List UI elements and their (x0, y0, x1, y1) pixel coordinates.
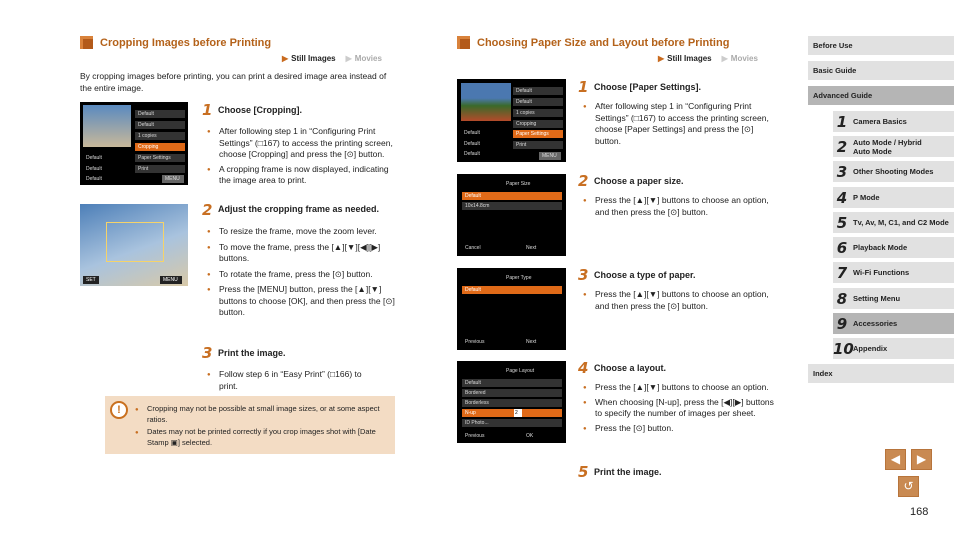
chapter-label: Camera Basics (853, 117, 907, 126)
screen-row: Paper Settings (135, 154, 185, 162)
previous-label: Previous (465, 433, 485, 439)
step-bullet: ● Follow step 6 in “Easy Print” (□166) to print. (207, 369, 377, 392)
chapter-label: Appendix (853, 344, 888, 353)
cancel-label: Cancel (465, 245, 481, 251)
step-title: Print the image. (594, 467, 662, 477)
chapter-label: Tv, Av, M, C1, and C2 Mode (853, 218, 949, 227)
nav-index[interactable]: Index (808, 364, 954, 384)
step-bullet: ● After following step 1 in “Configuring Print Settings” (□167) to access the printing screen, choose [Cropping] and press the [⊙] button. (207, 126, 397, 161)
set-key-label: SET (83, 276, 99, 284)
next-label: Next (526, 245, 537, 251)
menu-key-label: MENU (162, 175, 184, 183)
left-step-1 (202, 101, 397, 187)
still-images-tag: ▶ Still Images (658, 54, 712, 63)
note-bullet: ● Cropping may not be possible at small image sizes, or at some aspect ratios. (135, 404, 385, 425)
screen-row: Default (513, 87, 563, 95)
nav-chapter-2[interactable] (833, 136, 954, 157)
screen-left-row: Default (86, 155, 102, 161)
step-number: 4 (578, 359, 589, 377)
nav-chapter-8[interactable] (833, 288, 954, 309)
screen-row: ID Photo... (462, 419, 562, 427)
screen-row: Bordered (462, 389, 562, 397)
step-title: Choose [Paper Settings]. (594, 82, 702, 92)
right-step-5 (578, 463, 778, 481)
left-intro: By cropping images before printing, you can print a desired image area instead of the entire image. (80, 71, 387, 93)
step-number: 5 (578, 463, 589, 481)
movies-tag: ▶ Movies (346, 54, 382, 63)
nav-basic-guide[interactable]: Basic Guide (808, 61, 954, 81)
thumbnail-image (83, 105, 131, 147)
chapter-label: Wi-Fi Functions (853, 268, 910, 277)
ok-label: OK (526, 433, 534, 439)
nav-chapter-1[interactable] (833, 111, 954, 132)
nup-count: 2 (514, 409, 522, 417)
paper-settings-menu-screen (457, 79, 566, 162)
screen-row-selected: Paper Settings (513, 130, 563, 138)
movies-tag: ▶ Movies (722, 54, 758, 63)
previous-page-icon[interactable]: ◀ (885, 449, 906, 470)
nav-chapter-5[interactable] (833, 212, 954, 233)
nav-chapter-7[interactable] (833, 262, 954, 283)
left-step-3 (202, 344, 397, 392)
right-step-3 (578, 266, 778, 312)
right-step-1 (578, 78, 778, 147)
chapter-number: 5 (836, 213, 848, 232)
next-page-icon[interactable]: ▶ (911, 449, 932, 470)
step-bullet: ● When choosing [N-up], press the [◀][▶] buttons to specify the number of images per sheet. (583, 397, 778, 420)
step-bullet: ● Press the [MENU] button, press the [▲][▼] buttons to choose [OK], and then press the [⊙] button. (207, 284, 397, 319)
nav-chapter-6[interactable] (833, 237, 954, 258)
step-title: Choose a type of paper. (594, 270, 696, 280)
step-bullet: ● To rotate the frame, press the [⊙] button. (207, 269, 397, 281)
section-square-icon (80, 36, 93, 49)
screen-row: Default (462, 379, 562, 387)
chapter-number: 3 (836, 162, 848, 181)
chapter-label: Setting Menu (853, 294, 901, 303)
caution-icon: ! (110, 401, 128, 419)
screen-title: Paper Size (506, 181, 531, 187)
step-title: Choose a layout. (594, 363, 667, 373)
nav-advanced-guide[interactable]: Advanced Guide (808, 86, 954, 106)
chapter-label: Accessories (853, 319, 898, 328)
step-bullet: ● Press the [▲][▼] buttons to choose an option, and then press the [⊙] button. (583, 289, 778, 312)
right-section-title: Choosing Paper Size and Layout before Printing (477, 36, 730, 49)
chapter-number: 10 (833, 339, 854, 358)
screen-row: Cropping (513, 120, 563, 128)
screen-row: 10x14.8cm (462, 202, 562, 210)
nav-chapter-10[interactable] (833, 338, 954, 359)
step-number: 1 (578, 78, 589, 96)
right-step-4 (578, 359, 778, 434)
screen-row: 1 copies (135, 132, 185, 140)
paper-size-screen (457, 174, 566, 256)
nav-before-use[interactable]: Before Use (808, 36, 954, 56)
chapter-number: 7 (836, 263, 848, 282)
cropping-frame-screen (80, 204, 188, 286)
left-section-title: Cropping Images before Printing (100, 36, 272, 49)
nav-chapter-9[interactable] (833, 313, 954, 334)
screen-row: Print (135, 165, 185, 173)
step-bullet: ● After following step 1 in “Configuring Print Settings” (□167) to access the printing screen, choose [Paper Settings] and press the [⊙] button. (583, 101, 778, 147)
screen-row-selected: Cropping (135, 143, 185, 151)
chapter-number: 6 (836, 238, 848, 257)
step-title: Choose [Cropping]. (218, 105, 302, 115)
menu-key-label: MENU (539, 152, 561, 160)
nav-chapter-3[interactable] (833, 161, 954, 182)
left-step-2 (202, 201, 397, 319)
chapter-number: 1 (836, 112, 848, 131)
screen-row: Print (513, 141, 563, 149)
step-number: 2 (202, 201, 213, 219)
screen-row: Default (135, 110, 185, 118)
note-bullet: ● Dates may not be printed correctly if you crop images shot with [Date Stamp ▣] selected. (135, 427, 385, 448)
left-tags (282, 54, 382, 63)
caution-note-box (105, 396, 395, 454)
paper-type-screen (457, 268, 566, 350)
chapter-number: 2 (836, 137, 848, 156)
right-section-header (457, 36, 729, 49)
step-bullet: ● Press the [⊙] button. (583, 423, 778, 435)
thumbnail-image (461, 83, 511, 121)
page-layout-screen (457, 361, 566, 443)
step-number: 2 (578, 172, 589, 190)
right-tags (658, 54, 758, 63)
screen-row-selected: N-up (462, 409, 562, 417)
step-number: 1 (202, 101, 213, 119)
step-bullet: ● Press the [▲][▼] buttons to choose an option. (583, 382, 778, 394)
screen-row: 1 copies (513, 109, 563, 117)
screen-title: Page Layout (506, 368, 535, 374)
chapter-number: 4 (836, 188, 848, 207)
screen-row: Borderless (462, 399, 562, 407)
screen-row-selected: Default (462, 192, 562, 200)
nav-chapter-4[interactable] (833, 187, 954, 208)
cropping-frame (106, 222, 164, 262)
return-icon[interactable]: ↺ (898, 476, 919, 497)
chapter-label: Other Shooting Modes (853, 167, 934, 176)
menu-key-label: MENU (160, 276, 182, 284)
screen-row: Default (513, 98, 563, 106)
step-bullet: ● A cropping frame is now displayed, indicating the image area to print. (207, 164, 397, 187)
step-number: 3 (578, 266, 589, 284)
chapter-label: P Mode (853, 193, 880, 202)
screen-row: Default (135, 121, 185, 129)
screen-title: Paper Type (506, 275, 532, 281)
screen-left-row: Default (464, 141, 480, 147)
step-bullet: ● Press the [▲][▼] buttons to choose an option, and then press the [⊙] button. (583, 195, 778, 218)
step-bullet: ● To resize the frame, move the zoom lever. (207, 226, 397, 238)
chapter-label: Auto Mode / Hybrid Auto Mode (853, 137, 922, 156)
chapter-number: 8 (836, 289, 848, 308)
chapter-number: 9 (836, 314, 848, 333)
left-section-header (80, 36, 271, 49)
step-title: Adjust the cropping frame as needed. (218, 204, 380, 214)
screen-left-row: Default (464, 130, 480, 136)
previous-label: Previous (465, 339, 485, 345)
page-number: 168 (910, 506, 929, 518)
screen-left-row: Default (86, 166, 102, 172)
cropping-menu-screen (80, 102, 188, 185)
still-images-tag: ▶ Still Images (282, 54, 336, 63)
next-label: Next (526, 339, 537, 345)
screen-row-selected: Default (462, 286, 562, 294)
step-title: Print the image. (218, 348, 286, 358)
chapter-label: Playback Mode (853, 243, 908, 252)
step-title: Choose a paper size. (594, 176, 684, 186)
section-square-icon (457, 36, 470, 49)
screen-left-row: Default (86, 176, 102, 182)
step-number: 3 (202, 344, 213, 362)
right-step-2 (578, 172, 778, 218)
screen-left-row: Default (464, 151, 480, 157)
step-bullet: ● To move the frame, press the [▲][▼][◀][▶] buttons. (207, 242, 397, 265)
